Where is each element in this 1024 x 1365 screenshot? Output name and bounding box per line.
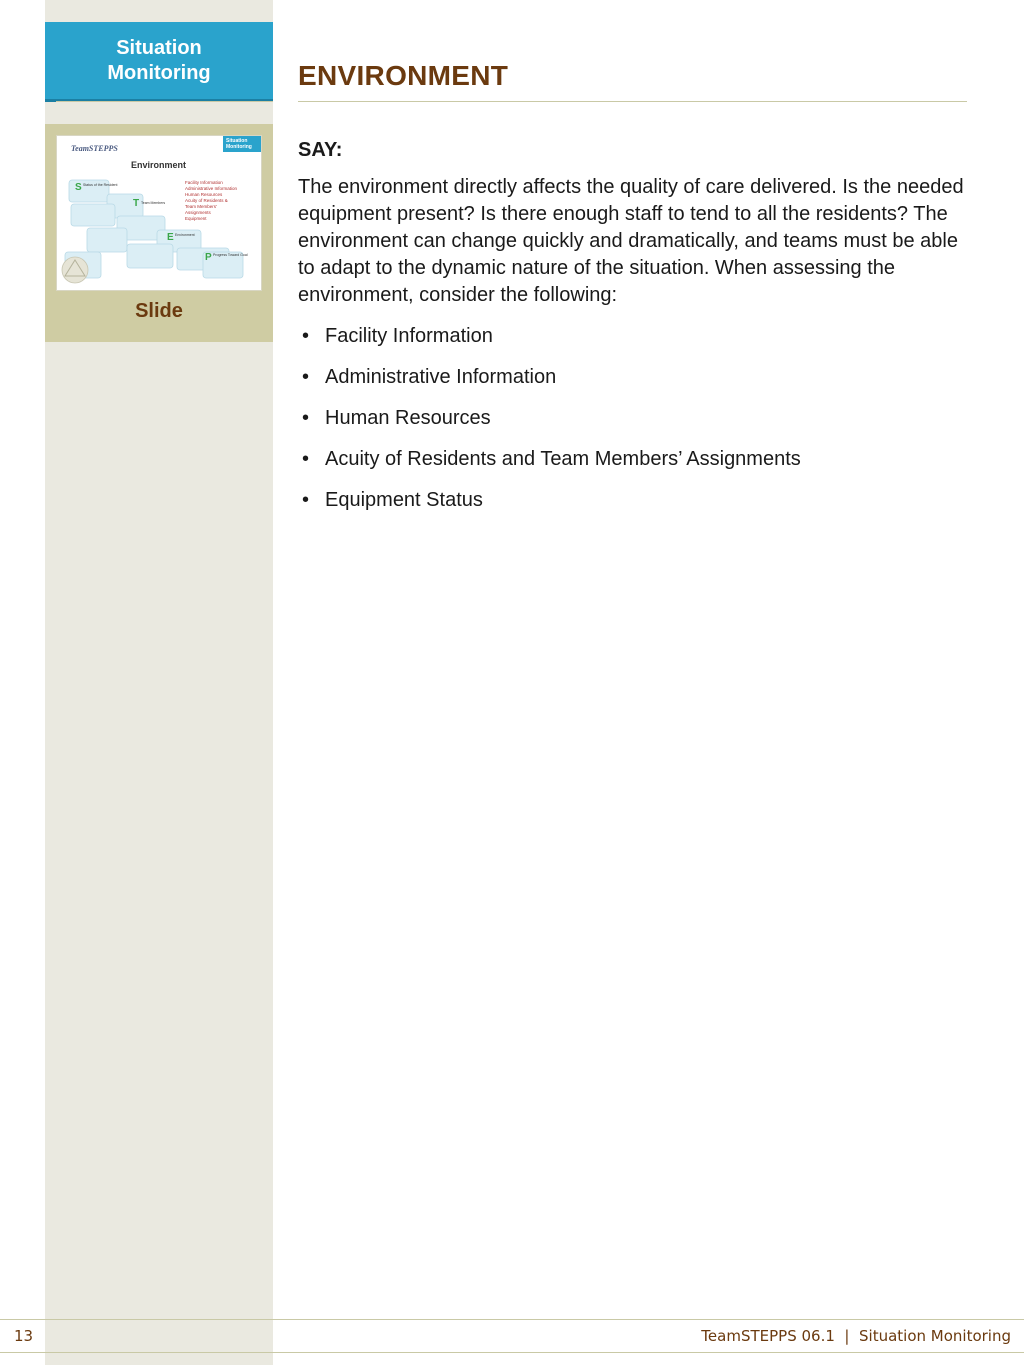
thumbnail-emblem-icon: [62, 257, 88, 283]
thumbnail-brand: TeamSTEPPS: [71, 144, 118, 153]
thumbnail-tab-line1: Situation: [226, 138, 248, 144]
bullet-icon: •: [302, 448, 310, 470]
thumbnail-block-e-label: Environment: [175, 233, 195, 237]
title-divider: [298, 101, 967, 102]
list-item-text: Acuity of Residents and Team Members’ Assignments: [325, 448, 801, 470]
thumbnail-item: Human Resources: [185, 192, 223, 197]
thumbnail-block-e: E: [167, 232, 174, 243]
page-title: ENVIRONMENT: [298, 60, 509, 91]
thumbnail-item: Team Members': [185, 204, 217, 209]
thumbnail-block-s: S: [75, 182, 82, 193]
thumbnail-block-t-label: Team Members: [141, 201, 166, 205]
bullet-icon: •: [302, 489, 310, 511]
section-tab: [45, 22, 273, 102]
thumbnail-block-s-label: Status of the Resident: [83, 183, 118, 187]
tab-divider: [56, 101, 273, 102]
slide-thumbnail: [56, 135, 262, 291]
list-item: [298, 323, 968, 350]
bullet-icon: •: [302, 407, 310, 429]
list-item: [298, 364, 968, 391]
footer-divider-bottom: [0, 1352, 1024, 1353]
say-label: SAY:: [298, 139, 343, 161]
thumbnail-item: Acuity of Residents &: [185, 198, 228, 203]
bullet-list: [298, 323, 968, 514]
footer-text: TeamSTEPPS 06.1 | Situation Monitoring: [701, 1327, 1011, 1345]
thumbnail-item: Administrative Information: [185, 186, 238, 191]
list-item-text: Equipment Status: [325, 489, 483, 511]
thumbnail-item: Equipment: [185, 216, 207, 221]
thumbnail-block-t: T: [133, 198, 140, 209]
list-item: [298, 446, 968, 473]
thumbnail-title: Environment: [131, 160, 187, 170]
list-item-text: Facility Information: [325, 325, 493, 347]
footer-divider-top: [0, 1319, 1024, 1320]
thumbnail-block-p-label: Progress Toward Goal: [213, 253, 248, 257]
section-tab-line2: Monitoring: [107, 61, 211, 84]
main-content: [298, 137, 968, 528]
bullet-icon: •: [302, 366, 310, 388]
thumbnail-tab-line2: Monitoring: [226, 144, 252, 150]
list-item: [298, 405, 968, 432]
thumbnail-item: Assignments: [185, 210, 211, 215]
body-paragraph: The environment directly affects the quality of care delivered. Is the needed equipment present? Is there enough staff to tend to all the residents? The environment can change quickly and dramatically, and teams must be able to adapt to the dynamic nature of the situation. When assessing the environment, consider the following:: [298, 176, 964, 306]
slide-label: Slide: [135, 300, 183, 322]
list-item-text: Administrative Information: [325, 366, 557, 388]
section-tab-line1: Situation: [116, 36, 202, 59]
page-number: 13: [14, 1327, 34, 1345]
thumbnail-item-list: [185, 180, 237, 222]
list-item: [298, 487, 968, 514]
thumbnail-block-p: P: [205, 252, 212, 263]
list-item-text: Human Resources: [325, 407, 491, 429]
bullet-icon: •: [302, 325, 310, 347]
thumbnail-item: Facility Information: [185, 180, 223, 185]
